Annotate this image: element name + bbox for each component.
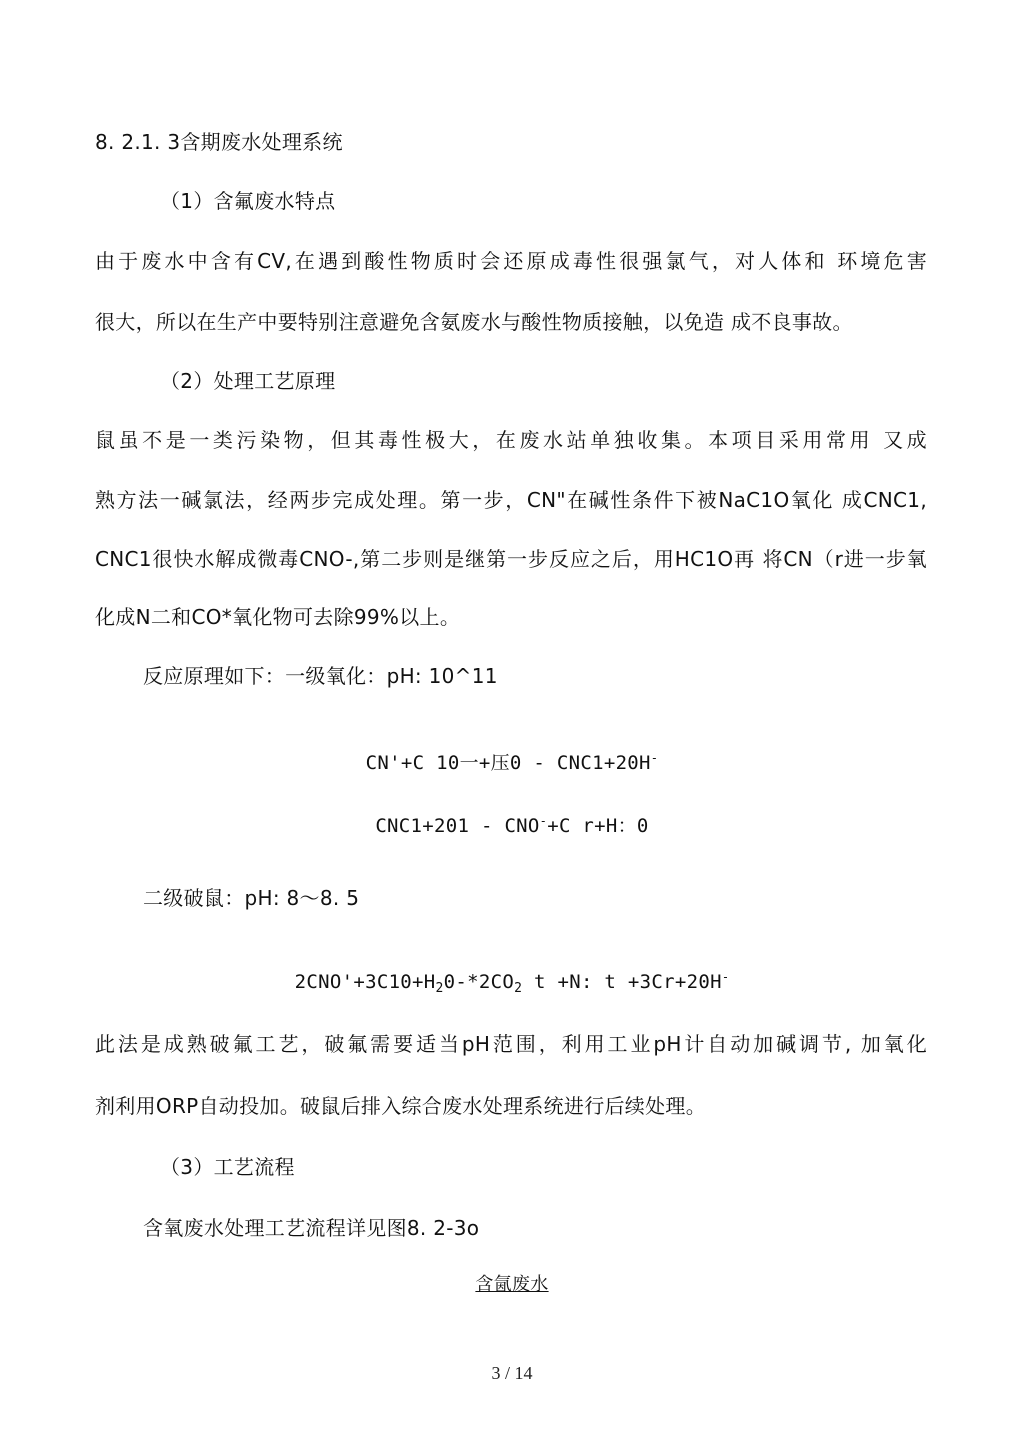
stage-2-heading: 二级破鼠：pH: 8〜8. 5 [143, 886, 360, 910]
paragraph-line: 化成N二和CO*氧化物可去除99%以上。 [95, 605, 461, 629]
equation-1 [0, 746, 1024, 775]
equation-3 [0, 965, 1024, 1001]
subheading-wastewater-features: （1）含氟废水特点 [160, 189, 336, 213]
paragraph-line: 剂利用ORP自动投加。破鼠后排入综合废水处理系统进行后续处理。 [95, 1094, 706, 1118]
paragraph-line: 鼠虽不是一类污染物，但其毒性极大，在废水站单独收集。本项目采用常用 又成 [95, 428, 927, 452]
equation-3-sub-2: 2 [514, 981, 523, 996]
equation-3-part-c: t +N: t +3Cr+20H [522, 971, 722, 993]
equation-1-main: CN'+C 10一+压0 - CNC1+20H [365, 752, 651, 774]
paragraph-line: CNC1很快水解成微毒CNO-,第二步则是继第一步反应之后，用HC1O再 将CN（r进一步氧 [95, 547, 927, 571]
equation-2-sup: - [539, 814, 548, 828]
equation-1-sup: - [650, 751, 659, 765]
equation-2-part-b: +C r+H：0 [547, 815, 649, 837]
paragraph-line: 由于废水中含有CV,在遇到酸性物质时会还原成毒性很强氯气，对人体和 环境危害 [95, 249, 927, 273]
paragraph-line: 此法是成熟破氟工艺，破氟需要适当pH范围，利用工业pH计自动加碱调节, 加氧化 [95, 1032, 927, 1056]
paragraph-line: 很大，所以在生产中要特别注意避免含氨废水与酸性物质接触，以免造 成不良事故。 [95, 310, 853, 334]
flow-diagram-label: 含氤废水 [475, 1274, 549, 1295]
equation-2 [0, 809, 1024, 838]
subheading-process-flow: （3）工艺流程 [160, 1155, 295, 1179]
equation-2-part-a: CNC1+201 - CNO [375, 815, 540, 837]
equation-3-part-a: 2CNO'+3C10+H [294, 971, 436, 993]
paragraph-line: 熟方法一碱氯法，经两步完成处理。第一步，CN"在碱性条件下被NaC1O氧化 成CNC1, [95, 488, 927, 512]
equation-3-part-b: 0-*2CO [443, 971, 515, 993]
equation-3-sup: - [721, 970, 730, 984]
page-number: 3 / 14 [491, 1363, 533, 1383]
equation-3-sub-1: 2 [435, 981, 444, 996]
flow-reference: 含氧废水处理工艺流程详见图8. 2-3o [143, 1216, 480, 1240]
reaction-intro: 反应原理如下：一级氧化：pH: 10^11 [143, 664, 498, 688]
section-heading: 8. 2.1. 3含期废水处理系统 [95, 130, 343, 154]
subheading-process-principle: （2）处理工艺原理 [160, 369, 336, 393]
